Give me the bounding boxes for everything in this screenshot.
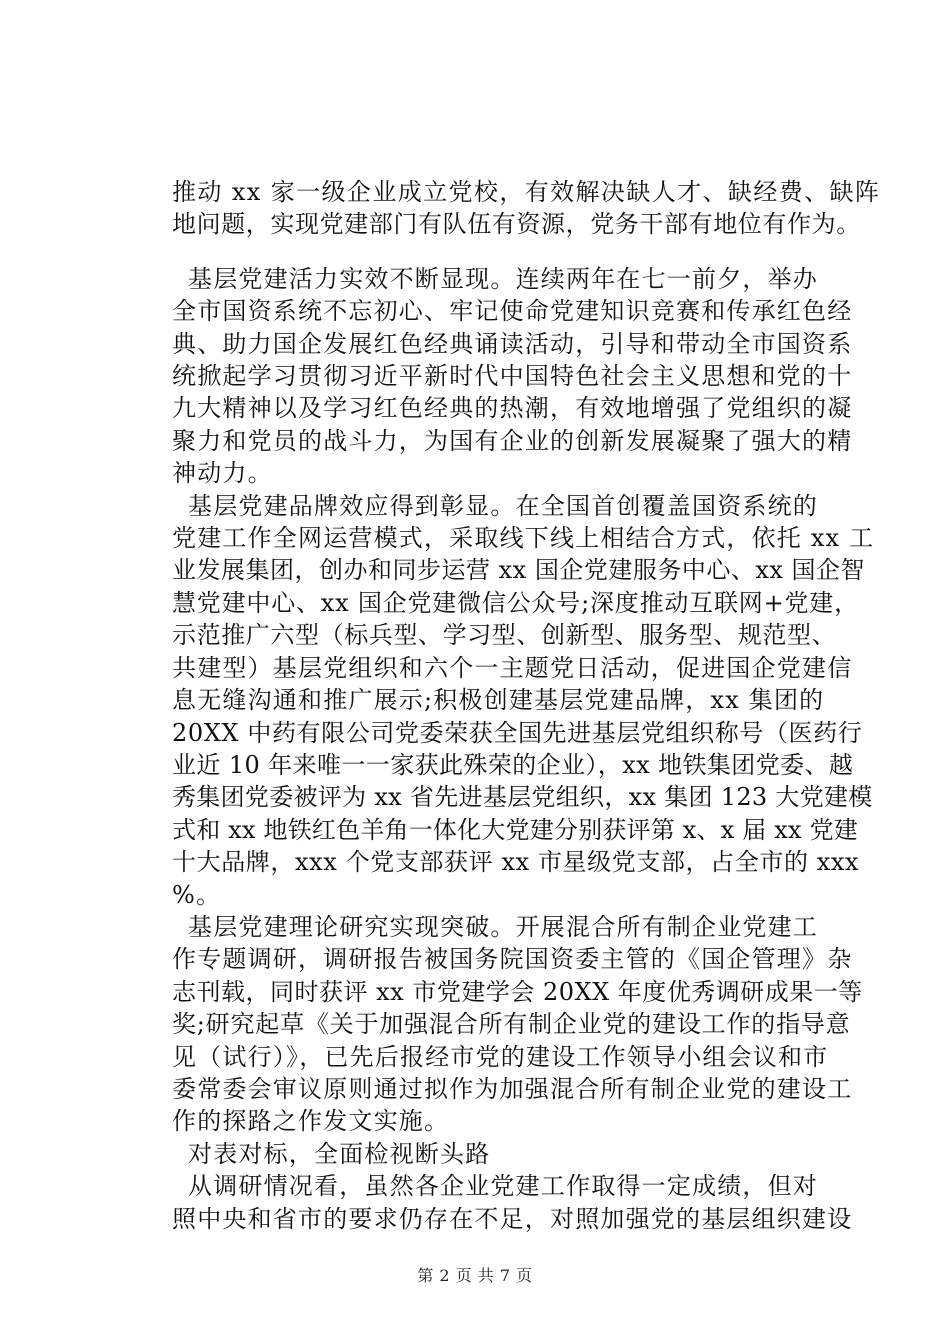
paragraph-brand	[172, 490, 875, 911]
text-line: 基层党建理论研究实现突破。开展混合所有制企业党建工	[188, 912, 818, 941]
text-line: %。	[172, 880, 222, 909]
text-line: 聚力和党员的战斗力，为国有企业的创新发展凝聚了强大的精	[172, 426, 853, 455]
document-body	[172, 176, 881, 1235]
text-line: 慧党建中心、xx 国企党建微信公众号;深度推动互联网+党建，	[172, 588, 859, 617]
text-line: 基层党建活力实效不断显现。连续两年在七一前夕，举办	[188, 264, 818, 293]
text-line: 照中央和省市的要求仍存在不足，对照加强党的基层组织建设	[172, 1204, 853, 1233]
text-line: 推动 xx 家一级企业成立党校，有效解决缺人才、缺经费、缺阵	[172, 178, 881, 206]
text-line: 神动力。	[172, 459, 273, 488]
text-line: 见（试行）》，已先后报经市党的建设工作领导小组会议和市	[172, 1042, 829, 1071]
text-line: 业发展集团，创办和同步运营 xx 国企党建服务中心、xx 国企智	[172, 556, 866, 585]
text-line: 示范推广六型（标兵型、学习型、创新型、服务型、规范型、	[172, 621, 837, 650]
paragraph-gap	[172, 241, 837, 263]
text-line: 共建型）基层党组织和六个一主题党日活动，促进国企党建信	[172, 653, 853, 682]
text-line: 秀集团党委被评为 xx 省先进基层党组织，xx 集团 123 大党建模	[172, 783, 873, 812]
text-line: 20XX 中药有限公司党委荣获全国先进基层党组织称号（医药行	[172, 718, 863, 747]
text-line: 九大精神以及学习红色经典的热潮，有效地增强了党组织的凝	[172, 394, 853, 423]
text-line: 作的探路之作发文实施。	[172, 1107, 450, 1136]
text-line: 从调研情况看，虽然各企业党建工作取得一定成绩，但对	[188, 1172, 818, 1201]
paragraph-vitality	[172, 263, 853, 490]
text-line: 党建工作全网运营模式，采取线下线上相结合方式，依托 xx 工	[172, 524, 875, 553]
paragraph-theory	[172, 911, 863, 1138]
text-line: 典、助力国企发展红色经典诵读活动，引导和带动全市国资系	[172, 329, 853, 358]
page-number-footer: 第 2 页 共 7 页	[417, 1266, 533, 1285]
text-line: 十大品牌，xxx 个党支部获评 xx 市星级党支部，占全市的 xxx	[172, 848, 860, 877]
text-line: 息无缝沟通和推广展示;积极创建基层党建品牌，xx 集团的	[172, 686, 825, 715]
text-line: 式和 xx 地铁红色羊角一体化大党建分别获评第 x、x 届 xx 党建	[172, 815, 858, 844]
paragraph-findings	[172, 1170, 853, 1235]
text-line: 委常委会审议原则通过拟作为加强混合所有制企业党的建设工	[172, 1074, 853, 1103]
text-line: 基层党建品牌效应得到彰显。在全国首创覆盖国资系统的	[188, 491, 818, 520]
text-line: 地问题，实现党建部门有队伍有资源，党务干部有地位有作为。	[172, 210, 861, 239]
text-line: 全市国资系统不忘初心、牢记使命党建知识竞赛和传承红色经	[172, 297, 853, 326]
text-line: 作专题调研，调研报告被国务院国资委主管的《国企管理》杂	[172, 945, 853, 974]
text-line: 统掀起学习贯彻习近平新时代中国特色社会主义思想和党的十	[172, 362, 853, 391]
text-line: 奖;研究起草《关于加强混合所有制企业党的建设工作的指导意	[172, 1010, 851, 1039]
text-line: 对表对标，全面检视断头路	[188, 1139, 491, 1168]
text-line: 业近 10 年来唯一一家获此殊荣的企业），xx 地铁集团党委、越	[172, 750, 854, 779]
section-heading	[172, 1138, 837, 1170]
paragraph-continuation	[172, 176, 881, 241]
text-line: 志刊载，同时获评 xx 市党建学会 20XX 年度优秀调研成果一等	[172, 977, 863, 1006]
